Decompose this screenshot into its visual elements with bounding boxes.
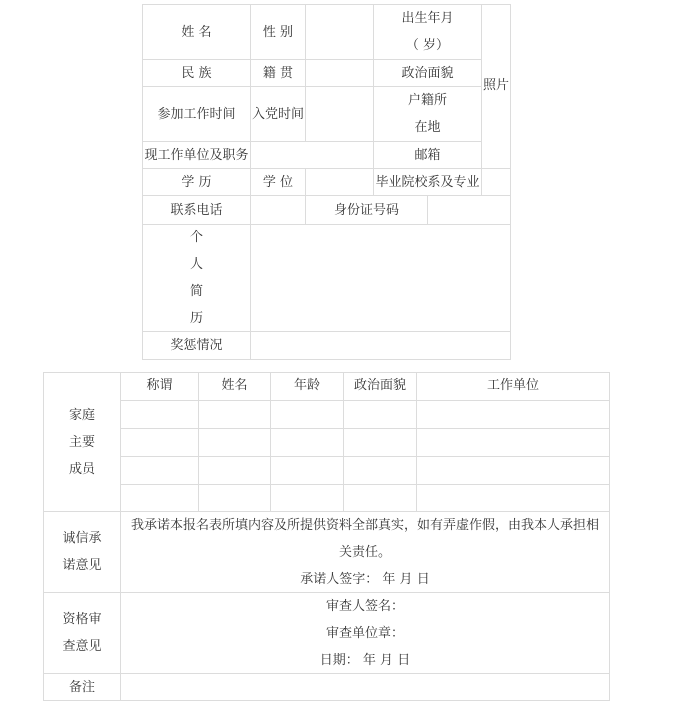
id-value-cell[interactable] bbox=[427, 195, 511, 225]
remarks-label: 备注 bbox=[68, 679, 95, 695]
resume-value-cell[interactable] bbox=[250, 224, 511, 332]
current-unit-label: 现工作单位及职务 bbox=[144, 147, 249, 163]
family-cell[interactable] bbox=[416, 456, 610, 485]
remarks-value-cell[interactable] bbox=[120, 673, 610, 701]
family-cell[interactable] bbox=[198, 456, 271, 485]
family-cell[interactable] bbox=[270, 484, 344, 512]
resume-char: 人 bbox=[189, 257, 203, 272]
family-header-name: 姓名 bbox=[221, 378, 248, 393]
integrity-label-line: 诚信承 bbox=[62, 531, 102, 546]
resume-char: 个 bbox=[189, 230, 203, 245]
review-signer-line: 审查人签名： bbox=[325, 598, 404, 614]
integrity-text-line2: 关责任。 bbox=[338, 544, 391, 560]
family-cell[interactable] bbox=[343, 400, 417, 429]
rewards-label: 奖惩情况 bbox=[170, 338, 223, 353]
party-join-label: 入党时间 bbox=[251, 106, 304, 122]
family-cell[interactable] bbox=[198, 428, 271, 457]
work-start-label: 参加工作时间 bbox=[157, 106, 236, 122]
family-header-political: 政治面貌 bbox=[353, 378, 406, 393]
family-label-line: 成员 bbox=[68, 461, 95, 477]
review-date-line: 日期： 年 月 日 bbox=[319, 652, 411, 668]
family-cell[interactable] bbox=[270, 400, 344, 429]
family-cell[interactable] bbox=[270, 456, 344, 485]
review-seal-line: 审查单位章： bbox=[325, 625, 404, 641]
family-cell[interactable] bbox=[120, 428, 199, 457]
household-label-line1: 户籍所 bbox=[407, 93, 447, 108]
integrity-statement bbox=[120, 511, 610, 593]
phone-label: 联系电话 bbox=[170, 202, 223, 218]
gender-label: 性 别 bbox=[262, 24, 294, 40]
family-cell[interactable] bbox=[416, 400, 610, 429]
party-join-value-cell[interactable] bbox=[305, 86, 374, 142]
review-label-line: 查意见 bbox=[62, 639, 102, 654]
family-cell[interactable] bbox=[120, 456, 199, 485]
gender-value-cell[interactable] bbox=[305, 4, 374, 60]
family-label-line: 主要 bbox=[68, 434, 95, 450]
rewards-value-cell[interactable] bbox=[250, 331, 511, 360]
resume-label bbox=[142, 224, 251, 332]
family-cell[interactable] bbox=[120, 400, 199, 429]
household-label bbox=[373, 86, 482, 142]
integrity-label-line: 诺意见 bbox=[62, 558, 102, 573]
family-cell[interactable] bbox=[198, 484, 271, 512]
origin-label: 籍 贯 bbox=[262, 65, 294, 81]
review-label bbox=[43, 592, 121, 674]
family-cell[interactable] bbox=[120, 484, 199, 512]
family-cell[interactable] bbox=[270, 428, 344, 457]
review-label-line: 资格审 bbox=[62, 612, 102, 627]
family-label bbox=[43, 400, 121, 484]
integrity-sign-line: 承诺人签字： 年 月 日 bbox=[300, 571, 430, 587]
family-cell[interactable] bbox=[416, 428, 610, 457]
origin-value-cell[interactable] bbox=[305, 59, 374, 87]
birth-label-line1: 出生年月 bbox=[401, 11, 454, 26]
review-content bbox=[120, 592, 610, 674]
household-label-line2: 在地 bbox=[414, 120, 441, 135]
birth-label-line2: （ 岁） bbox=[405, 38, 450, 53]
resume-char: 简 bbox=[189, 284, 203, 299]
family-cell[interactable] bbox=[198, 400, 271, 429]
birth-label bbox=[373, 4, 482, 60]
school-value-cell[interactable] bbox=[481, 168, 511, 196]
id-label: 身份证号码 bbox=[333, 202, 399, 218]
degree-value-cell[interactable] bbox=[305, 168, 374, 196]
current-unit-value-cell[interactable] bbox=[250, 141, 374, 169]
photo-label: 照片 bbox=[482, 78, 509, 93]
family-header-title: 称谓 bbox=[146, 378, 173, 393]
degree-label: 学 位 bbox=[262, 174, 294, 190]
integrity-label bbox=[43, 511, 121, 593]
family-cell[interactable] bbox=[343, 484, 417, 512]
family-header-workplace: 工作单位 bbox=[486, 378, 539, 393]
integrity-text-line1: 我承诺本报名表所填内容及所提供资料全部真实，如有弄虚作假，由我本人承担相 bbox=[130, 517, 599, 533]
family-cell[interactable] bbox=[416, 484, 610, 512]
family-label-line: 家庭 bbox=[68, 407, 95, 423]
family-header-age: 年龄 bbox=[293, 378, 320, 393]
resume-char: 历 bbox=[189, 311, 203, 326]
political-label: 政治面貌 bbox=[401, 65, 454, 81]
name-label: 姓 名 bbox=[181, 24, 212, 40]
family-cell[interactable] bbox=[343, 456, 417, 485]
phone-value-cell[interactable] bbox=[250, 195, 306, 225]
ethnicity-label: 民 族 bbox=[181, 65, 212, 81]
education-label: 学 历 bbox=[181, 174, 212, 190]
family-cell[interactable] bbox=[343, 428, 417, 457]
postal-label: 邮箱 bbox=[414, 147, 441, 163]
school-label: 毕业院校系及专业 bbox=[375, 174, 480, 190]
